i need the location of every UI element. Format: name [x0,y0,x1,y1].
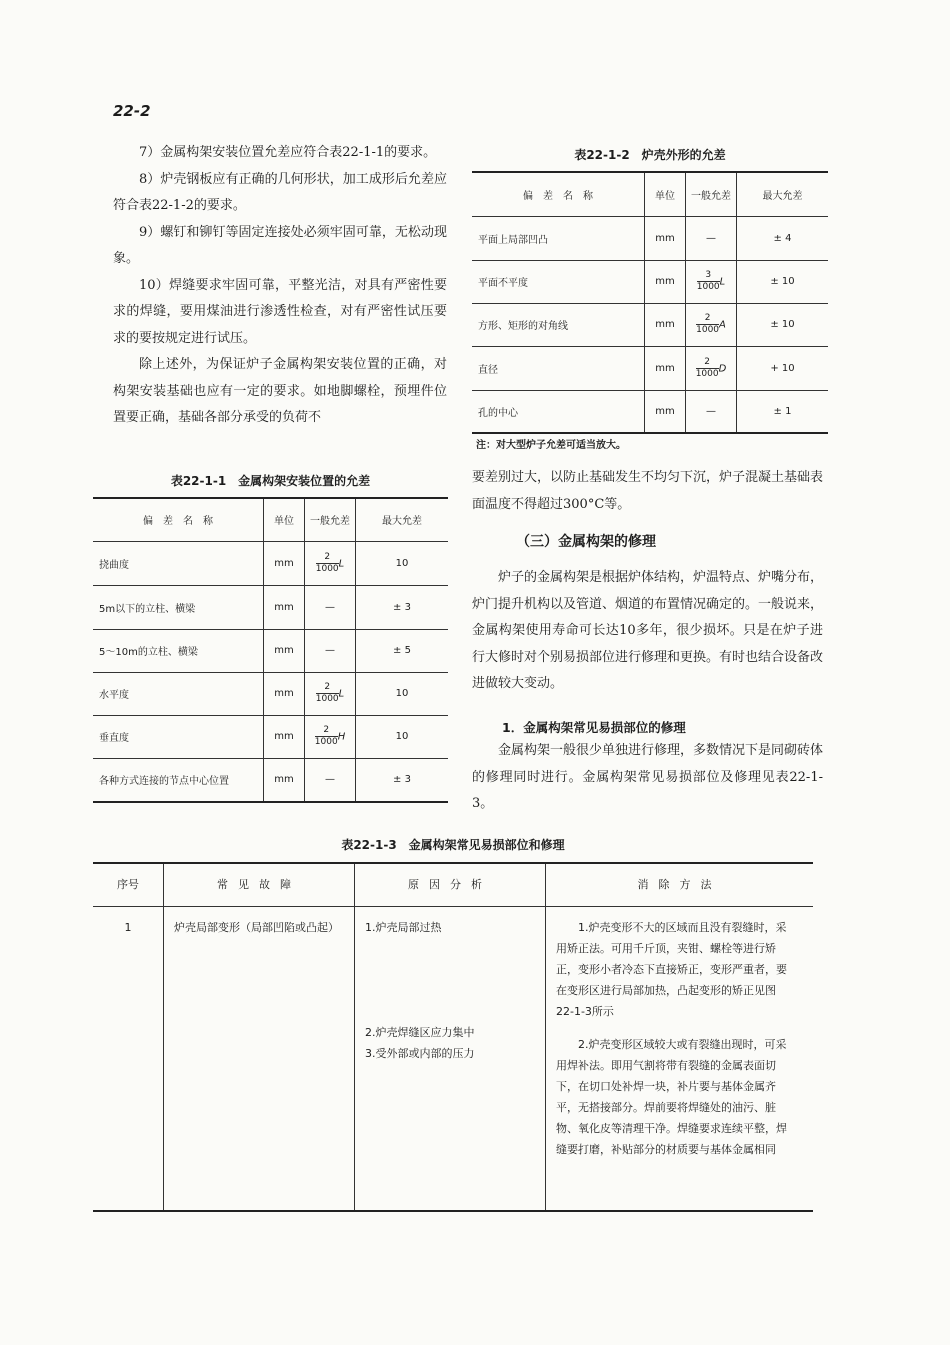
fraction-den: 1000 [315,694,339,704]
table1-caption: 表22-1-1 金属构架安装位置的允差 [170,474,371,488]
table2-cell-general [686,346,737,390]
table1-cell-unit: mm [264,758,305,802]
table1-cell-general [305,715,356,758]
page-number: 22-2 [113,102,151,120]
paragraph: 10）焊缝要求牢固可靠，平整光洁，对具有严密性要求的焊缝，要用煤油进行渗透性检查，对有严密性试压要求的要按规定进行试压。 [113,277,447,346]
table1-cell-general [305,672,356,715]
table1-cell-general: — [305,629,356,672]
table-row [93,629,448,672]
table2-cell-name: 直径 [472,346,645,390]
fraction-den: 1000 [695,368,719,379]
paragraph: 金属构架一般很少单独进行修理，多数情况下是同砌砖体的修理同时进行。金属构架常见易损部位及修理见表22-1-3。 [472,743,824,811]
table3-header-fault: 常见故障 [164,863,355,906]
fix-item: 2.炉壳变形区域较大或有裂缝出现时，可采用焊补法。即用气割将带有裂缝的金属表面切下，在切口处补焊一块，补片要与基体金属齐平，无搭接部分。焊前要将焊缝处的油污、脏物、氧化皮等清理干净。焊缝要求连续平整，焊缝要打磨，补贴部分的材质要与基体金属相同 [556,1037,787,1156]
table2-cell-max: ± 10 [737,303,829,346]
section-text [472,565,823,698]
table2-cell-max: ± 4 [737,216,829,260]
table-row [93,585,448,629]
right-column-text [472,465,823,518]
table1-header-max: 最大允差 [356,498,449,541]
table1-cell-max: 10 [356,672,449,715]
fraction-var: L [719,276,726,288]
table-row [93,906,813,1211]
table1-cell-name: 垂直度 [93,715,264,758]
table1-cell-name: 5～10m的立柱、横梁 [93,629,264,672]
fraction-var: H [337,731,346,743]
fix-item: 1.炉壳变形不大的区域而且没有裂缝时，采用矫正法。可用千斤顶，夹钳、螺栓等进行矫正，变形小者冷态下直接矫正，变形严重者，要在变形区进行局部加热，凸起变形的矫正见图22-1-3所示 [556,920,787,1018]
table2-cell-unit: mm [645,346,686,390]
section-heading: （三）金属构架的修理 [516,534,656,550]
table2-cell-general [686,260,737,303]
table3-cell-fault: 炉壳局部变形（局部凹陷或凸起） [164,906,355,1211]
table1 [93,497,448,803]
table1-cell-name: 5m以下的立柱、横梁 [93,585,264,629]
table3-header-no: 序号 [93,863,164,906]
fraction-var: L [338,558,345,569]
fraction-num: 2 [323,725,330,735]
table2-cell-name: 方形、矩形的对角线 [472,303,645,346]
table2-cell-unit: mm [645,303,686,346]
table-row [93,541,448,585]
table2-cell-name: 平面不平度 [472,260,645,303]
table-row [472,346,828,390]
table1-cell-unit: mm [264,715,305,758]
table-row [472,303,828,346]
table1-cell-unit: mm [264,672,305,715]
table2-note: 注：对大型炉子允差可适当放大。 [476,440,626,451]
table2-caption: 表22-1-2 炉壳外形的允差 [574,148,726,162]
table2-cell-general: — [686,390,737,433]
table-row [93,715,448,758]
fraction [316,552,339,575]
table2-cell-general [686,303,737,346]
table2-cell-max: + 10 [737,346,829,390]
cause-item: 2.炉壳焊缝区应力集中 [365,1025,475,1039]
table1-cell-general: — [305,585,356,629]
fraction [696,313,719,336]
table-row [472,216,828,260]
table1-cell-unit: mm [264,629,305,672]
table1-cell-max: ± 5 [356,629,449,672]
table2-cell-unit: mm [645,260,686,303]
table1-cell-general: — [305,758,356,802]
table2-header-general: 一般允差 [686,172,737,216]
table1-cell-general [305,541,356,585]
cause-item: 3.受外部或内部的压力 [365,1046,475,1060]
cause-item: 1.炉壳局部过热 [365,920,442,934]
table-row [472,260,828,303]
fraction-num: 2 [704,313,711,323]
table2 [472,171,828,434]
fraction-num: 2 [704,356,710,367]
table1-cell-max: ± 3 [356,758,449,802]
fraction-num: 2 [324,682,331,692]
fraction-var: D [718,363,727,374]
table2-header-max: 最大允差 [737,172,829,216]
table-row [472,390,828,433]
table2-cell-unit: mm [645,216,686,260]
continuation-paragraph: 要差别过大，以防止基础发生不均匀下沉，炉子混凝土基础表面温度不得超过300°C等。 [472,470,824,512]
table-row [93,758,448,802]
table1-cell-name: 各种方式连接的节点中心位置 [93,758,264,802]
paragraph: 7）金属构架安装位置允差应符合表22-1-1的要求。 [139,145,437,160]
table2-cell-general: — [686,216,737,260]
table3-header-cause: 原因分析 [355,863,546,906]
subsection-text [472,738,823,818]
fraction [697,270,720,293]
fraction-var: A [719,319,726,331]
fraction-num: 2 [324,551,331,562]
fraction-den: 1000 [696,282,720,292]
table1-header-general: 一般允差 [305,498,356,541]
paragraph: 除上述外，为保证炉子金属构架安装位置的正确，对构架安装基础也应有一定的要求。如地脚螺栓，预埋件位置要正确，基础各部分承受的负荷不 [113,357,447,425]
subheading: 1．金属构架常见易损部位的修理 [502,720,686,735]
table1-cell-unit: mm [264,541,305,585]
table1-cell-max: ± 3 [356,585,449,629]
table1-cell-name: 水平度 [93,672,264,715]
fraction [696,357,719,380]
table2-cell-max: ± 10 [737,260,829,303]
table1-cell-name: 挠曲度 [93,541,264,585]
table-row [93,672,448,715]
table3-cell-cause [355,906,546,1211]
paragraph: 9）螺钉和铆钉等固定连接处必须牢固可靠，无松动现象。 [113,224,447,266]
table2-cell-unit: mm [645,390,686,433]
table3-cell-no: 1 [93,906,164,1211]
table1-cell-max: 10 [356,715,449,758]
table3 [93,862,813,1212]
table3-header-fix: 消除方法 [546,863,814,906]
fraction-den: 1000 [315,563,339,574]
table1-cell-max: 10 [356,541,449,585]
table3-cell-fix [546,906,814,1211]
fraction-den: 1000 [314,737,338,747]
table2-header-unit: 单位 [645,172,686,216]
fraction [316,682,339,705]
fraction-num: 3 [705,270,712,280]
fraction-den: 1000 [696,325,720,335]
table1-cell-unit: mm [264,585,305,629]
paragraph: 8）炉壳钢板应有正确的几何形状，加工成形后允差应符合表22-1-2的要求。 [113,171,447,213]
fraction [315,725,338,748]
paragraph: 炉子的金属构架是根据炉体结构，炉温特点、炉嘴分布，炉门提升机构以及管道、烟道的布置情况确定的。一般说来，金属构架使用寿命可长达10多年，很少损坏。只是在炉子进行大修时对个别易损部位进行修理和更换。有时也结合设备改进做较大变动。 [472,570,824,691]
table2-header-name: 偏 差 名 称 [472,172,645,216]
table1-header-name: 偏 差 名 称 [93,498,264,541]
table2-cell-name: 平面上局部凹凸 [472,216,645,260]
table3-caption: 表22-1-3 金属构架常见易损部位和修理 [341,838,565,852]
table1-header-unit: 单位 [264,498,305,541]
table2-cell-max: ± 1 [737,390,829,433]
left-column-text [113,140,447,432]
table2-cell-name: 孔的中心 [472,390,645,433]
fraction-var: L [338,688,345,700]
